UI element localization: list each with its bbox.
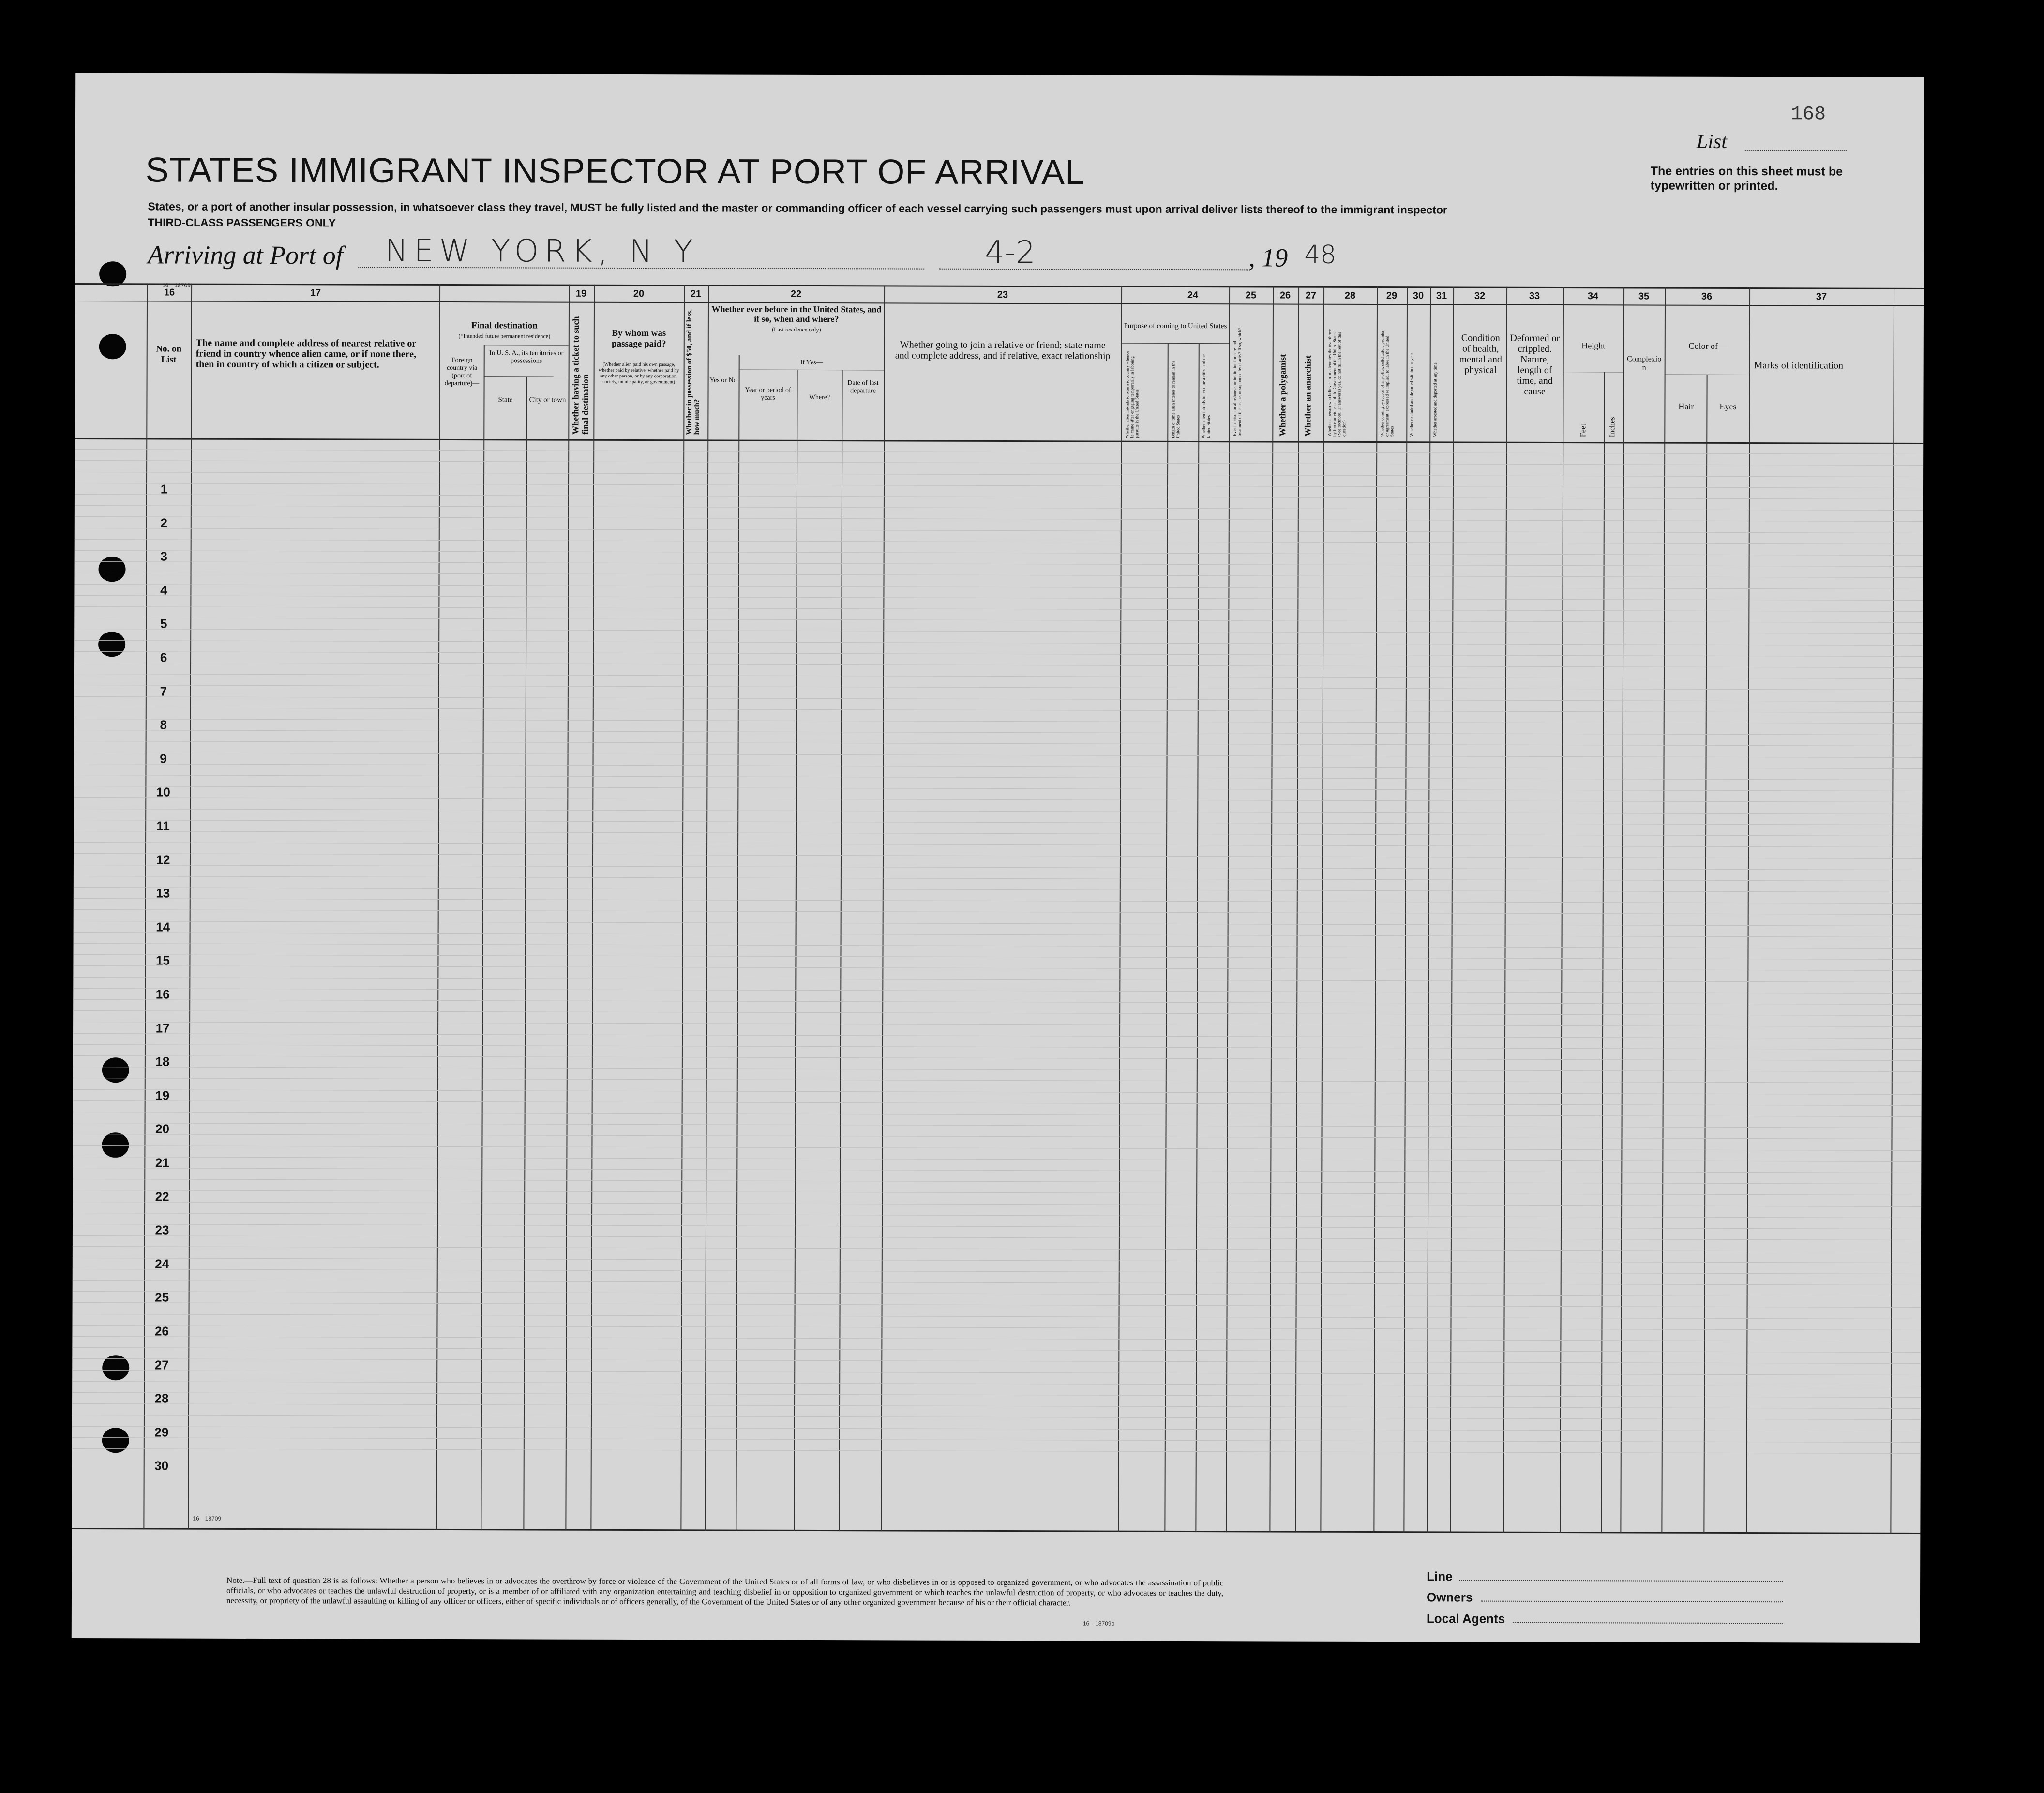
colnum-24: 24 [1187,290,1199,301]
col-line [1560,287,1564,1533]
colnum-32: 32 [1474,290,1486,301]
header-eyes: Eyes [1719,401,1737,411]
row-number: 26 [154,1324,169,1339]
colnum-34: 34 [1587,291,1599,302]
header-anarchist: Whether an anarchist [1303,355,1313,437]
ruled-line [73,1089,1922,1095]
ruled-line [73,1314,1921,1319]
ruled-line [72,1370,1921,1375]
ruled-line [74,640,1923,646]
ruled-line [75,573,1923,578]
port-handwritten: NEW YORK, N Y [385,233,699,270]
header-ever-before-sub: (Last residence only) [772,326,821,333]
colnum-20: 20 [633,288,645,300]
colnum-23: 23 [997,289,1008,301]
ruled-line [74,943,1922,949]
ruled-line [74,584,1923,589]
header-foreign-country: Foreign country via (port of departure)— [444,357,480,388]
col-line [881,285,885,1531]
header-inches: Inches [1608,417,1617,437]
typewritten-note: The entries on this sheet must be typewritten or printed. [1650,164,1843,193]
col-line [680,285,685,1531]
ruled-line [73,965,1922,971]
ruled-line [74,775,1922,780]
ruled-line [73,1213,1921,1218]
ruled-line [72,1415,1921,1420]
colnum-27: 27 [1305,290,1317,301]
ruled-line [72,1325,1921,1330]
col-line [1427,286,1431,1533]
header-final-destination: Final destination [471,320,538,331]
colnum-28: 28 [1344,290,1356,301]
list-line [1743,150,1847,151]
ruled-line [72,1437,1921,1443]
colnum-22: 22 [790,288,802,300]
header-yes-or-no: Yes or No [709,377,737,384]
colnum-21: 21 [690,288,702,300]
header-color-of: Color of— [1688,341,1727,351]
col-line [188,284,192,1530]
header-in-usa: In U. S. A., its territories or possessions [489,349,564,365]
header-by-whom-paid-sub: (Whether alien paid his own passage, whether paid by relative, whether paid by any other person, or by any corporation, society, municipality, or government) [598,362,679,385]
col-line [1746,287,1750,1534]
ruled-line [72,1392,1921,1398]
header-q29: Whether coming by reason of any offer, solicitation, promise, or agreement, expressed or implied, to labor in the United States [1380,329,1395,437]
header-ticket: Whether having a ticket to such final destination [571,316,590,435]
col-line [705,285,709,1531]
year-handwritten: 48 [1304,240,1337,270]
ruled-line [74,730,1923,735]
ruled-line [75,528,1923,533]
colnum-37: 37 [1816,291,1827,302]
row-number: 30 [154,1458,169,1473]
ruled-line [73,1202,1921,1207]
ruled-line [73,1100,1922,1106]
header-prison: Ever in prison or almshouse, or institution for care and treatment of the insane, or supported by charity? If so, which? [1232,328,1242,437]
header-ever-before: Whether ever before in the United States, and if so, when and where? [711,304,882,324]
colnum-16: 16 [164,287,175,298]
header-if-yes: If Yes— [800,359,823,367]
header-purpose-a: Whether alien intends to return to country whence he came after engaging temporarily in laboring pursuits in the United States [1125,350,1140,438]
ruled-line [73,1291,1921,1296]
col-line [1320,286,1324,1533]
header-by-whom-paid: By whom was passage paid? [612,328,666,349]
ruled-line [74,753,1923,758]
col-line [1601,372,1605,1533]
ruled-line [72,1426,1921,1431]
ruled-line [73,1010,1922,1016]
ruled-line [73,1280,1921,1285]
header-complexion: Complexion [1627,355,1662,372]
ruled-line [74,932,1922,937]
colnum-26: 26 [1279,290,1291,301]
col-line [565,285,570,1531]
row-number: 29 [154,1425,169,1440]
header-deformed: Deformed or crippled. Nature, length of time, and cause [1510,332,1560,397]
col-line [1503,287,1507,1533]
colnum-17: 17 [310,287,321,299]
colnum-31: 31 [1436,290,1447,301]
row-number: 1 [160,482,168,497]
table-bottom-rule [72,1528,1920,1534]
ruled-line [73,977,1922,982]
ruled-line [75,539,1923,544]
header-date-departure: Date of last departure [847,379,879,395]
header-where: Where? [809,393,830,402]
ruled-line [74,764,1923,769]
col-line [523,376,527,1530]
col-line [481,345,484,1530]
ruled-line [73,1055,1922,1061]
colnum-33: 33 [1529,290,1540,301]
ruled-line [73,1269,1921,1274]
ruled-line [74,842,1922,847]
colnum-25: 25 [1245,290,1257,301]
ruled-line [74,651,1923,657]
ruled-line [75,561,1923,567]
row-number: 12 [156,852,170,867]
colnum-35: 35 [1638,291,1650,302]
row-number: 9 [160,751,167,766]
footer-owners-rule [1481,1601,1783,1603]
ruled-line [73,1044,1922,1050]
ruled-line [73,1157,1921,1162]
header-joining-relative: Whether going to join a relative or friend; state name and complete address, and if relative, exact relationship [895,339,1111,362]
ruled-line [72,1358,1921,1364]
header-hair: Hair [1678,401,1694,411]
row-number: 7 [160,684,167,699]
row-number: 21 [155,1155,169,1170]
ruled-line [74,719,1923,724]
ruled-line [73,954,1922,960]
ruled-line [74,898,1922,904]
header-height: Height [1581,341,1606,351]
subhead-rule [739,370,884,371]
ruled-line [74,909,1922,915]
manifest-sheet [72,73,1924,1643]
row-number: 15 [155,953,170,968]
colnum-36: 36 [1701,291,1713,302]
ruled-line [74,618,1923,623]
ruled-line [74,887,1922,892]
ruled-line [73,1224,1921,1229]
ruled-line [74,606,1923,612]
header-year-period: Year or period of years [745,386,791,402]
col-line [143,283,148,1529]
ruled-line [75,472,1923,477]
ruled-line [75,505,1923,511]
col-line [794,370,797,1531]
row-number: 10 [156,784,170,799]
row-number: 13 [156,886,170,901]
ruled-line [74,685,1923,690]
col-line [436,284,440,1530]
row-number: 25 [155,1290,169,1305]
ruled-line [73,1145,1921,1151]
ruled-line [73,1067,1922,1072]
header-q30: Whether excluded and deported within one year [1409,353,1414,437]
ruled-line [73,1246,1921,1251]
ruled-line [73,1190,1921,1195]
ruled-line [75,516,1923,522]
list-label: List [1696,130,1727,153]
ruled-line [73,1022,1922,1027]
ruled-line [75,460,1923,466]
header-relative-address: The name and complete address of nearest relative or friend in country whence alien came, or if none there, then in country of which a citizen or subject. [195,337,417,370]
col-line [1195,343,1199,1532]
col-line [1118,286,1122,1532]
header-possession-50: Whether in possession of $50, and if less, how much? [685,309,701,435]
ruled-line [73,1112,1922,1117]
col-line [590,285,595,1531]
row-number: 11 [156,818,170,833]
header-q31: Whether arrested and deported at any time [1432,362,1438,437]
ruled-line [74,831,1922,836]
table-top-rule [75,283,1924,289]
list-number: 168 [1790,104,1826,126]
header-q28: Whether a person who believes in or advocates the overthrow by force or violence of the Government of the United States (See footnote) (If answer is yes, do not fill in the rest of this question) [1327,329,1347,437]
ruled-line [73,1179,1921,1184]
colnum-30: 30 [1413,290,1424,301]
ruled-line [75,494,1923,499]
row-number: 23 [155,1222,169,1237]
header-no-on-list: No. on List [156,344,182,365]
row-number: 4 [160,583,167,598]
ruled-line [74,853,1922,859]
ruled-line [74,809,1922,814]
ruled-line [74,876,1922,881]
date-handwritten: 4-2 [985,234,1036,271]
row-number: 16 [155,987,170,1002]
printer-code-bottom: 16—18709 [193,1515,222,1522]
ruled-line [75,449,1923,454]
ruled-line [73,1258,1921,1263]
footnote: Note.—Full text of question 28 is as follows: Whether a person who believes in or advocates the overthrow by force or violence of the Government of the United States or of all forms of law, or who disbelieves in or is opposed to organized government, or who advocates the assassination of public officials, or who advocates or teaches the unlawful destruction of property, or is a member of or affiliated with any organization entertaining and teaching disbelief in or opposition to organized government or which teaches the unlawful destruction of property, or who advocates or teaches the duty, necessity, or propriety of the unlawful assaulting or killing of any officer or officers, either of specific individuals or of officers generally, of the Government of the United States or of any other organized government because of his or their official character. [226,1575,1224,1608]
header-marks: Marks of identification [1754,360,1844,371]
header-polygamist: Whether a polygamist [1278,354,1288,437]
intro-text: States, or a port of another insular possession, in whatsoever class they travel, MUST be fully listed and the master or commanding officer of each vessel carrying such passengers must upon arrival deliver lists thereof to the immigrant inspector [148,200,1447,216]
header-feet: Feet [1579,423,1588,437]
row-number: 17 [155,1021,170,1036]
arriving-label: Arriving at Port of [148,240,343,270]
colnum-29: 29 [1386,290,1398,301]
col-line [839,370,842,1531]
row-number: 27 [154,1357,169,1372]
form-title: STATES IMMIGRANT INSPECTOR AT PORT OF ARRIVAL [145,151,1085,192]
col-line [1373,286,1378,1533]
colnum-19: 19 [575,288,587,299]
row-number: 5 [160,616,167,631]
ruled-line [74,921,1922,926]
ruled-line [75,550,1923,556]
col-line [1295,286,1299,1533]
year-prefix: , 19 [1248,243,1288,272]
ruled-line [73,1168,1921,1173]
header-final-destination-sub: (*Intended future permanent residence) [458,332,551,340]
ruled-line [73,999,1922,1005]
passenger-class: THIRD-CLASS PASSENGERS ONLY [148,216,336,229]
header-health: Condition of health, mental and physical [1459,332,1502,376]
ruled-line [74,663,1923,668]
footer-line-rule [1459,1580,1783,1582]
row-number: 18 [155,1054,170,1069]
col-line [1226,286,1230,1532]
ruled-line [74,786,1922,791]
subhead-rule [1121,343,1229,344]
ruled-line [73,1134,1921,1139]
ruled-line [72,1336,1921,1341]
manifest-table [72,283,1924,1534]
header-purpose-b: Length of time alien intends to remain in the United States [1171,361,1181,438]
ruled-line [74,708,1923,713]
footer-agents-label: Local Agents [1426,1611,1505,1626]
footer-line-label: Line [1427,1569,1453,1584]
header-purpose-c: Whether alien intends to become a citizen of the United States [1201,354,1211,439]
ruled-line [73,1033,1922,1039]
row-number: 8 [160,717,167,732]
col-line [1890,288,1894,1534]
header-bottom-rule [75,438,1923,444]
row-number: 3 [160,549,167,564]
col-line [736,355,739,1531]
footer-owners-label: Owners [1426,1590,1473,1605]
printer-code-note: 16—18709b [1082,1620,1115,1627]
col-line [1661,287,1666,1534]
ruled-line [73,1235,1921,1240]
header-state: State [498,396,513,404]
col-line [1269,286,1274,1532]
ruled-line [73,1078,1922,1083]
ruled-line [72,1347,1921,1353]
header-city: City or town [529,396,566,404]
row-number: 2 [160,515,168,530]
ruled-line [74,820,1922,825]
ruled-line [72,1381,1921,1386]
col-line [1620,287,1624,1533]
row-number: 14 [156,919,170,934]
ruled-line [74,741,1923,746]
row-number: 19 [155,1088,170,1103]
ruled-line [74,674,1923,679]
ruled-line [74,797,1922,802]
ruled-line [73,988,1922,994]
row-number: 28 [154,1391,169,1406]
ruled-line [72,1403,1921,1409]
footer-agents-rule [1513,1622,1783,1624]
ruled-line [74,595,1923,601]
ruled-line [75,483,1923,488]
ruled-line [72,1448,1921,1454]
ruled-line [74,865,1922,870]
col-line [1403,286,1408,1533]
col-line [1164,343,1168,1532]
ruled-line [74,629,1923,634]
col-line [1450,286,1454,1533]
printer-code-top: 16—18709 [162,282,191,289]
row-number: 6 [160,650,167,665]
row-number: 24 [155,1256,169,1271]
ruled-line [74,696,1923,702]
col-line [1703,375,1707,1534]
ruled-line [73,1123,1922,1128]
row-number: 22 [155,1189,169,1204]
ruled-line [73,1302,1921,1308]
row-number: 20 [155,1121,170,1136]
header-purpose: Purpose of coming to United States [1124,322,1227,331]
